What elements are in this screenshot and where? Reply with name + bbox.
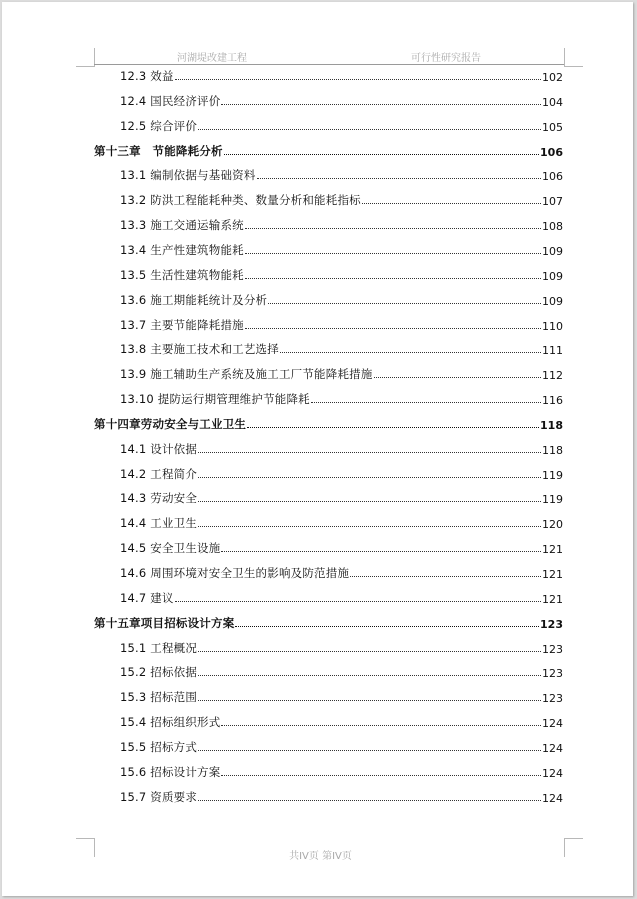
toc-section-entry[interactable]: [120, 662, 563, 680]
toc-entry-title: 13.3 施工交通运输系统: [120, 218, 244, 233]
toc-entry-title: 13.6 施工期能耗统计及分析: [120, 292, 268, 307]
toc-entry-page-number: 109: [542, 294, 563, 308]
toc-entry-page-number: 121: [542, 568, 563, 581]
toc-entry-page-number: 119: [542, 468, 563, 482]
toc-entry-page-number: 111: [542, 344, 563, 358]
toc-entry-title: 第十四章劳动安全与工业卫生: [94, 416, 247, 431]
toc-section-entry[interactable]: [120, 190, 563, 208]
toc-section-entry[interactable]: [120, 364, 563, 382]
toc-entry-title: 13.8 主要施工技术和工艺选择: [120, 342, 279, 357]
toc-dot-leader: [245, 228, 541, 229]
toc-dot-leader: [198, 651, 541, 652]
toc-entry-page-number: 102: [542, 71, 563, 84]
toc-entry-title: 14.4 工业卫生: [120, 516, 198, 531]
toc-entry-page-number: 123: [540, 617, 563, 631]
toc-chapter-entry[interactable]: [94, 613, 563, 631]
toc-entry-page-number: 112: [542, 369, 563, 383]
toc-section-entry[interactable]: [120, 762, 563, 780]
toc-entry-title: 14.3 劳动安全: [120, 491, 198, 506]
toc-dot-leader: [198, 526, 541, 527]
toc-section-entry[interactable]: [120, 389, 563, 407]
toc-entry-page-number: 123: [542, 667, 563, 681]
toc-entry-page-number: 105: [542, 120, 563, 134]
toc-entry-title: 12.3 效益: [120, 69, 174, 83]
toc-entry-page-number: 124: [542, 791, 563, 805]
toc-dot-leader: [198, 477, 541, 478]
toc-section-entry[interactable]: [120, 513, 563, 531]
toc-entry-page-number: 108: [542, 220, 563, 234]
toc-section-entry[interactable]: [120, 240, 563, 258]
toc-entry-title: 13.2 防洪工程能耗种类、数量分析和能耗指标: [120, 193, 361, 208]
toc-dot-leader: [221, 725, 541, 726]
toc-entry-title: 12.4 国民经济评价: [120, 93, 221, 108]
toc-section-entry[interactable]: [120, 638, 563, 656]
toc-entry-page-number: 116: [542, 394, 563, 408]
toc-entry-page-number: 107: [542, 195, 563, 209]
toc-entry-title: 13.10 提防运行期管理维护节能降耗: [120, 392, 310, 407]
header-left-text: 河湖堤改建工程: [177, 53, 247, 64]
toc-section-entry[interactable]: [120, 488, 563, 506]
toc-dot-leader: [224, 154, 539, 155]
toc-section-entry[interactable]: [120, 290, 563, 308]
toc-section-entry[interactable]: [120, 563, 563, 581]
toc-entry-title: 13.5 生活性建筑物能耗: [120, 267, 244, 282]
toc-dot-leader: [268, 303, 541, 304]
toc-section-entry[interactable]: [120, 787, 563, 805]
toc-entry-page-number: 109: [542, 244, 563, 258]
toc-entry-title: 14.2 工程简介: [120, 466, 198, 481]
toc-dot-leader: [350, 576, 541, 577]
toc-entry-title: 14.6 周围环境对安全卫生的影响及防范措施: [120, 566, 350, 580]
toc-section-entry[interactable]: [120, 66, 563, 84]
toc-entry-title: 13.7 主要节能降耗措施: [120, 317, 244, 332]
toc-entry-title: 14.1 设计依据: [120, 441, 198, 456]
footer-page-count: 共IV页 第IV页: [289, 851, 352, 862]
toc-entry-page-number: 121: [542, 543, 563, 557]
toc-entry-page-number: 106: [542, 170, 563, 184]
toc-section-entry[interactable]: [120, 215, 563, 233]
toc-entry-title: 第十三章 节能降耗分析: [94, 143, 223, 158]
toc-dot-leader: [257, 178, 541, 179]
toc-entry-page-number: 104: [542, 95, 563, 109]
toc-section-entry[interactable]: [120, 315, 563, 333]
toc-dot-leader: [198, 129, 541, 130]
toc-entry-page-number: 124: [542, 717, 563, 731]
toc-chapter-entry[interactable]: [94, 141, 563, 159]
header-divider: [94, 64, 564, 65]
toc-entry-title: 14.5 安全卫生设施: [120, 541, 221, 556]
toc-entry-page-number: 109: [542, 269, 563, 283]
toc-dot-leader: [198, 501, 541, 502]
toc-dot-leader: [175, 79, 541, 80]
toc-dot-leader: [235, 626, 539, 627]
toc-section-entry[interactable]: [120, 588, 563, 606]
toc-entry-title: 15.5 招标方式: [120, 739, 198, 754]
toc-dot-leader: [175, 601, 541, 602]
toc-dot-leader: [245, 328, 541, 329]
crop-mark-top-right: [564, 48, 583, 67]
toc-entry-page-number: 123: [542, 692, 563, 706]
toc-dot-leader: [247, 427, 539, 428]
toc-dot-leader: [198, 675, 541, 676]
toc-entry-page-number: 119: [542, 493, 563, 507]
toc-entry-title: 第十五章项目招标设计方案: [94, 615, 235, 630]
toc-entry-title: 15.1 工程概况: [120, 640, 198, 655]
toc-section-entry[interactable]: [120, 712, 563, 730]
toc-entry-title: 13.9 施工辅助生产系统及施工工厂节能降耗措施: [120, 367, 373, 382]
toc-dot-leader: [198, 800, 541, 801]
toc-dot-leader: [374, 377, 541, 378]
toc-entry-title: 13.1 编制依据与基础资料: [120, 168, 256, 183]
toc-dot-leader: [280, 352, 541, 353]
toc-entry-page-number: 121: [542, 592, 563, 606]
toc-dot-leader: [198, 452, 541, 453]
toc-section-entry[interactable]: [120, 91, 563, 109]
toc-dot-leader: [221, 775, 541, 776]
toc-section-entry[interactable]: [120, 339, 563, 357]
toc-section-entry[interactable]: [120, 464, 563, 482]
toc-entry-page-number: 106: [540, 145, 563, 159]
toc-entry-title: 15.7 资质要求: [120, 789, 198, 804]
toc-entry-page-number: 118: [540, 418, 563, 432]
document-page: [2, 2, 633, 896]
header-right-text: 可行性研究报告: [411, 53, 481, 64]
toc-section-entry[interactable]: [120, 538, 563, 556]
toc-dot-leader: [311, 402, 541, 403]
toc-entry-page-number: 110: [542, 319, 563, 333]
toc-entry-title: 13.4 生产性建筑物能耗: [120, 242, 244, 257]
toc-section-entry[interactable]: [120, 687, 563, 705]
toc-section-entry[interactable]: [120, 165, 563, 183]
toc-dot-leader: [221, 551, 541, 552]
toc-entry-title: 12.5 综合评价: [120, 118, 198, 133]
toc-dot-leader: [198, 700, 541, 701]
toc-dot-leader: [245, 278, 541, 279]
toc-entry-title: 15.6 招标设计方案: [120, 764, 221, 779]
toc-entry-title: 15.3 招标范围: [120, 690, 198, 705]
toc-entry-page-number: 124: [542, 766, 563, 780]
toc-dot-leader: [245, 253, 541, 254]
toc-section-entry[interactable]: [120, 439, 563, 457]
toc-dot-leader: [362, 203, 541, 204]
toc-entry-page-number: 123: [542, 642, 563, 656]
toc-entry-title: 15.4 招标组织形式: [120, 715, 221, 730]
toc-dot-leader: [221, 104, 541, 105]
toc-section-entry[interactable]: [120, 116, 563, 134]
toc-entry-page-number: 120: [542, 518, 563, 532]
toc-entry-page-number: 118: [542, 443, 563, 457]
toc-entry-title: 14.7 建议: [120, 590, 174, 605]
crop-mark-top-left: [76, 48, 95, 67]
toc-section-entry[interactable]: [120, 737, 563, 755]
toc-entry-page-number: 124: [542, 741, 563, 755]
toc-dot-leader: [198, 750, 541, 751]
toc-entry-title: 15.2 招标依据: [120, 665, 198, 680]
toc-section-entry[interactable]: [120, 265, 563, 283]
toc-chapter-entry[interactable]: [94, 414, 563, 432]
